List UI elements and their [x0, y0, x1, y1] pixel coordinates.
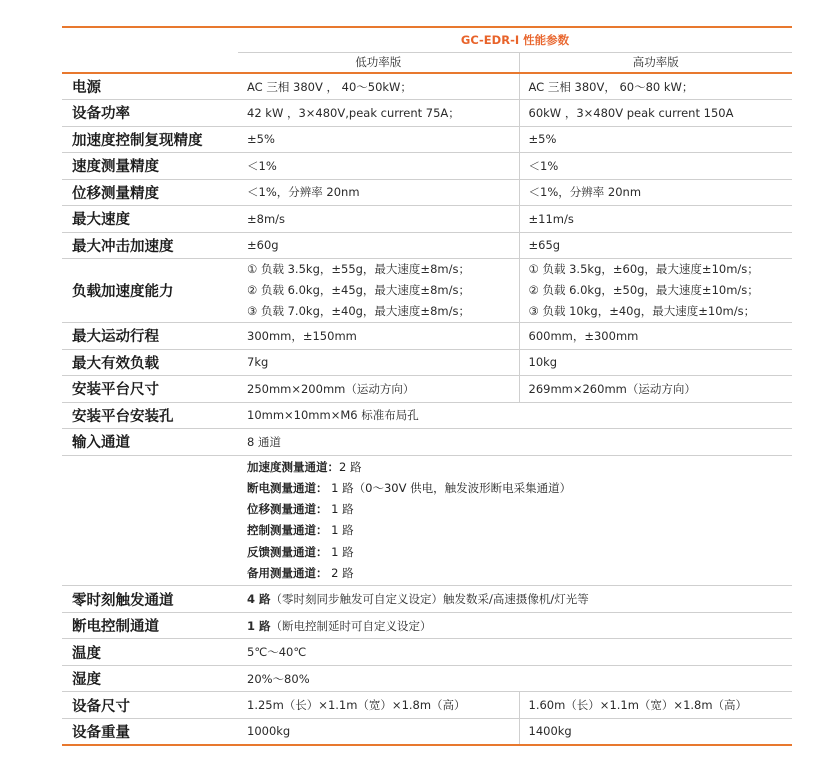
channel-item: 断电测量通道： 1 路（0～30V 供电，触发波形断电采集通道） [247, 480, 572, 495]
row-value-low: 42 kW ，3×480V,peak current 75A； [247, 105, 460, 120]
row-value: 10mm×10mm×M6 标准布局孔 [247, 408, 419, 423]
table-row [62, 126, 792, 153]
table-row [62, 153, 792, 180]
spec-table-container [62, 26, 792, 746]
row-value-high: 10kg [519, 349, 792, 376]
row-value: 4 路（零时刻同步触发可自定义设定）触发数采/高速摄像机/灯光等 [247, 592, 589, 607]
row-value-high: ＜1% [519, 153, 792, 180]
channel-item: 反馈测量通道： 1 路 [247, 544, 354, 559]
table-row [62, 429, 792, 456]
row-label: 安装平台安装孔 [72, 408, 174, 425]
load-line: ② 负载 6.0kg，±45g，最大速度±8m/s； [247, 283, 470, 297]
table-row [62, 376, 792, 403]
row-label: 断电控制通道 [72, 619, 159, 636]
row-label: 零时刻触发通道 [72, 592, 174, 609]
row-value: 5℃～40℃ [247, 645, 307, 660]
row-value-high: 60kW ，3×480V peak current 150A [519, 100, 792, 127]
col-header-low: 低功率版 [238, 52, 519, 73]
table-row [62, 639, 792, 666]
table-row [62, 718, 792, 745]
row-label: 最大运动行程 [72, 329, 159, 346]
row-value-low: 250mm×200mm（运动方向） [247, 381, 415, 396]
channel-item: 位移测量通道： 1 路 [247, 502, 354, 517]
table-row [62, 323, 792, 350]
table-row [62, 665, 792, 692]
table-row [62, 206, 792, 233]
load-line: ① 负载 3.5kg，±55g，最大速度±8m/s； [247, 262, 470, 276]
table-row [62, 612, 792, 639]
row-label: 设备尺寸 [72, 698, 130, 715]
table-row [62, 73, 792, 100]
row-value-high: 269mm×260mm（运动方向） [519, 376, 792, 403]
row-label: 设备功率 [72, 106, 130, 123]
load-line: ② 负载 6.0kg，±50g，最大速度±10m/s； [528, 283, 759, 297]
row-value-high: AC 三相 380V， 60～80 kW； [519, 73, 792, 100]
channel-item: 备用测量通道： 2 路 [247, 565, 354, 580]
row-value: 1 路（断电控制延时可自定义设定） [247, 618, 432, 633]
row-value-high: 600mm，±300mm [519, 323, 792, 350]
row-value-high: ±65g [519, 232, 792, 259]
row-value-low: 1.25m（长）×1.1m（宽）×1.8m（高） [247, 698, 466, 713]
row-value: 20%～80% [247, 671, 310, 686]
row-value-low: ＜1% [247, 158, 277, 173]
row-label: 负载加速度能力 [72, 284, 174, 300]
spec-table [62, 26, 792, 746]
row-value-low: ＜1%，分辨率 20nm [247, 185, 360, 200]
row-label: 输入通道 [72, 435, 130, 452]
row-label: 温度 [72, 645, 101, 662]
table-row-channels [62, 455, 792, 586]
row-value-low: ±5% [247, 132, 275, 147]
load-line: ③ 负载 7.0kg，±40g，最大速度±8m/s； [247, 304, 470, 318]
row-label: 最大有效负载 [72, 355, 159, 372]
load-line: ③ 负载 10kg，±40g，最大速度±10m/s； [528, 304, 756, 318]
load-values-low [238, 259, 519, 323]
table-row [62, 179, 792, 206]
row-value-low: 7kg [247, 355, 269, 370]
row-label: 电源 [72, 80, 101, 96]
row-value-low: 300mm，±150mm [247, 328, 357, 343]
row-value-high: ＜1%，分辨率 20nm [519, 179, 792, 206]
channel-item: 加速度测量通道：2 路 [247, 459, 362, 474]
row-value-low: AC 三相 380V ， 40～50kW； [247, 79, 412, 94]
table-row [62, 586, 792, 613]
row-value-low: ±8m/s [247, 211, 286, 226]
load-line: ① 负载 3.5kg，±60g，最大速度±10m/s； [528, 262, 759, 276]
load-values-high [519, 259, 792, 323]
table-row [62, 232, 792, 259]
row-label: 最大冲击加速度 [72, 238, 174, 255]
channel-item: 控制测量通道： 1 路 [247, 523, 354, 538]
row-value-low: ±60g [247, 238, 279, 253]
row-label: 设备重量 [72, 724, 130, 741]
table-row [62, 349, 792, 376]
row-label: 最大速度 [72, 212, 130, 229]
table-row [62, 402, 792, 429]
row-label: 安装平台尺寸 [72, 382, 159, 399]
row-label: 速度测量精度 [72, 159, 159, 176]
table-title-row [62, 27, 792, 52]
row-value-high: ±11m/s [519, 206, 792, 233]
row-value-high: 1.60m（长）×1.1m（宽）×1.8m（高） [519, 692, 792, 719]
row-label: 加速度控制复现精度 [72, 132, 203, 149]
table-row [62, 100, 792, 127]
row-label: 湿度 [72, 672, 101, 689]
row-value-low: 1000kg [247, 724, 291, 739]
col-header-high: 高功率版 [519, 52, 792, 73]
table-row-load [62, 259, 792, 323]
row-value: 8 通道 [247, 434, 281, 449]
row-value-high: 1400kg [519, 718, 792, 745]
row-label: 位移测量精度 [72, 185, 159, 202]
column-header-row [62, 52, 792, 73]
table-row [62, 692, 792, 719]
channel-list [238, 455, 792, 586]
row-value-high: ±5% [519, 126, 792, 153]
table-title: GC-EDR-I 性能参数 [238, 27, 792, 52]
